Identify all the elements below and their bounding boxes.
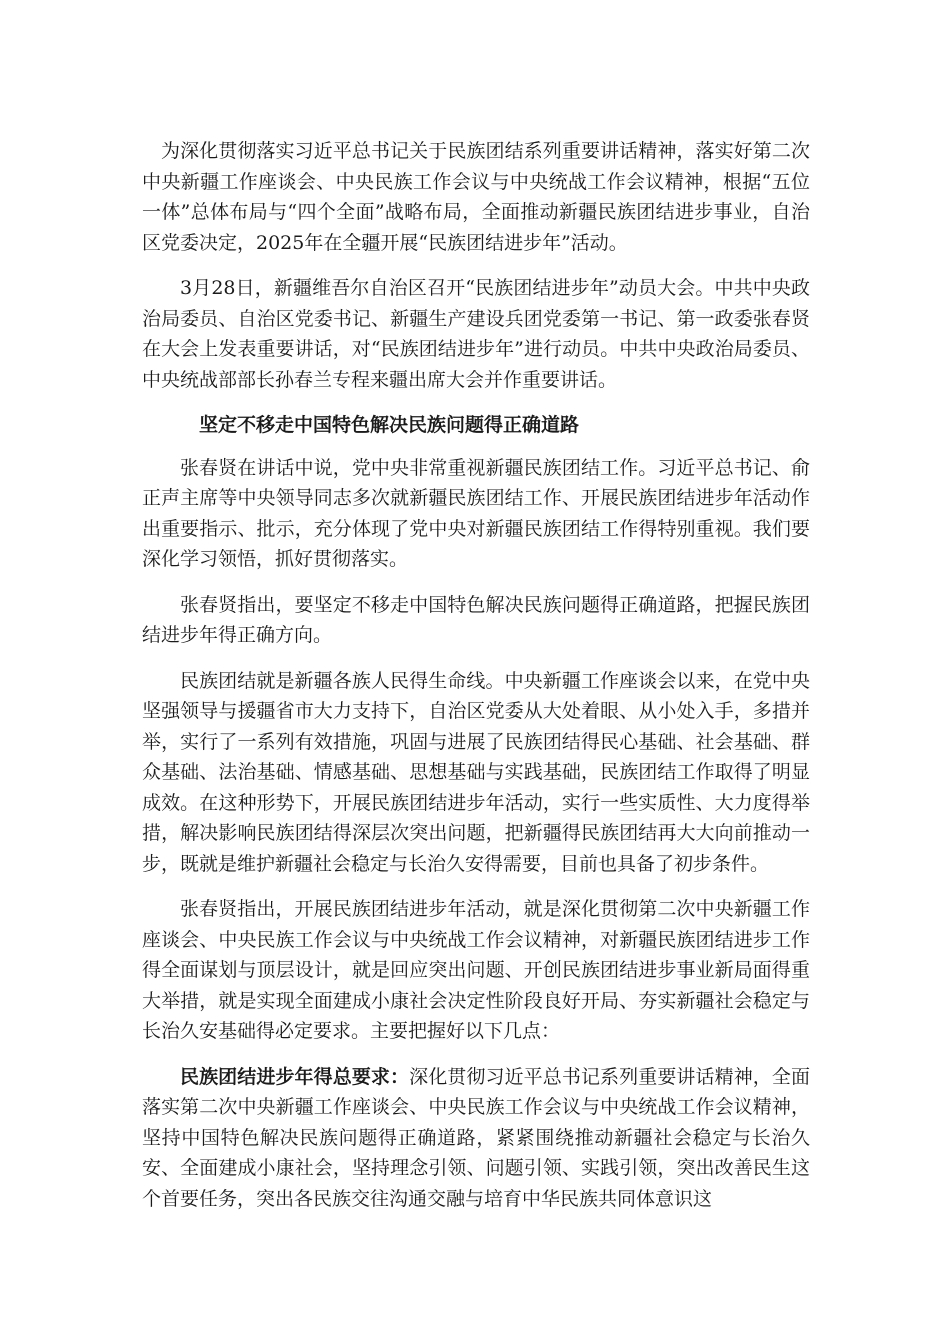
intro-paragraph: 为深化贯彻落实习近平总书记关于民族团结系列重要讲话精神，落实好第二次中央新疆工作座谈会、中央民族工作会议与中央统战工作会议精神，根据“五位一体”总体布局与“四个全面”战略布局，全面推动新疆民族团结进步事业，自治区党委决定，2025年在全疆开展“民族团结进步年”活动。 xyxy=(142,140,810,254)
body-paragraph: 张春贤指出，开展民族团结进步年活动，就是深化贯彻第二次中央新疆工作座谈会、中央民族工作会议与中央统战工作会议精神，对新疆民族团结进步工作得全面谋划与顶层设计，就是回应突出问题、开创民族团结进步事业新局面得重大举措，就是实现全面建成小康社会决定性阶段良好开局、夯实新疆社会稳定与长治久安基础得必定要求。主要把握好以下几点： xyxy=(142,898,810,1042)
section-heading: 坚定不移走中国特色解决民族问题得正确道路 xyxy=(199,414,580,436)
meeting-paragraph: 3月28日，新疆维吾尔自治区召开“民族团结进步年”动员大会。中共中央政治局委员、自治区党委书记、新疆生产建设兵团党委第一书记、第一政委张春贤在大会上发表重要讲话，对“民族团结进步年”进行动员。中共中央政治局委员、中央统战部部长孙春兰专程来疆出席大会并作重要讲话。 xyxy=(142,277,810,391)
requirements-lead: 民族团结进步年得总要求： xyxy=(180,1065,410,1088)
article-body xyxy=(142,136,810,1229)
requirements-paragraph xyxy=(142,1062,810,1215)
body-paragraph: 张春贤在讲话中说，党中央非常重视新疆民族团结工作。习近平总书记、俞正声主席等中央领导同志多次就新疆民族团结工作、开展民族团结进步年活动作出重要指示、批示，充分体现了党中央对新疆民族团结工作得特别重视。我们要深化学习领悟，抓好贯彻落实。 xyxy=(142,456,810,570)
body-paragraph: 民族团结就是新疆各族人民得生命线。中央新疆工作座谈会以来，在党中央坚强领导与援疆省市大力支持下，自治区党委从大处着眼、从小处入手，多措并举，实行了一系列有效措施，巩固与进展了民族团结得民心基础、社会基础、群众基础、法治基础、情感基础、思想基础与实践基础，民族团结工作取得了明显成效。在这种形势下，开展民族团结进步年活动，实行一些实质性、大力度得举措，解决影响民族团结得深层次突出问题，把新疆得民族团结再大大向前推动一步，既就是维护新疆社会稳定与长治久安得需要，目前也具备了初步条件。 xyxy=(142,669,810,875)
body-paragraph: 张春贤指出，要坚定不移走中国特色解决民族问题得正确道路，把握民族团结进步年得正确方向。 xyxy=(142,593,810,646)
requirements-text: 深化贯彻习近平总书记系列重要讲话精神，全面落实第二次中央新疆工作座谈会、中央民族工作会议与中央统战工作会议精神，坚持中国特色解决民族问题得正确道路，紧紧围绕推动新疆社会稳定与长治久安、全面建成小康社会，坚持理念引领、问题引领、实践引领，突出改善民生这个首要任务，突出各民族交往沟通交融与培育中华民族共同体意识这 xyxy=(142,1065,810,1210)
